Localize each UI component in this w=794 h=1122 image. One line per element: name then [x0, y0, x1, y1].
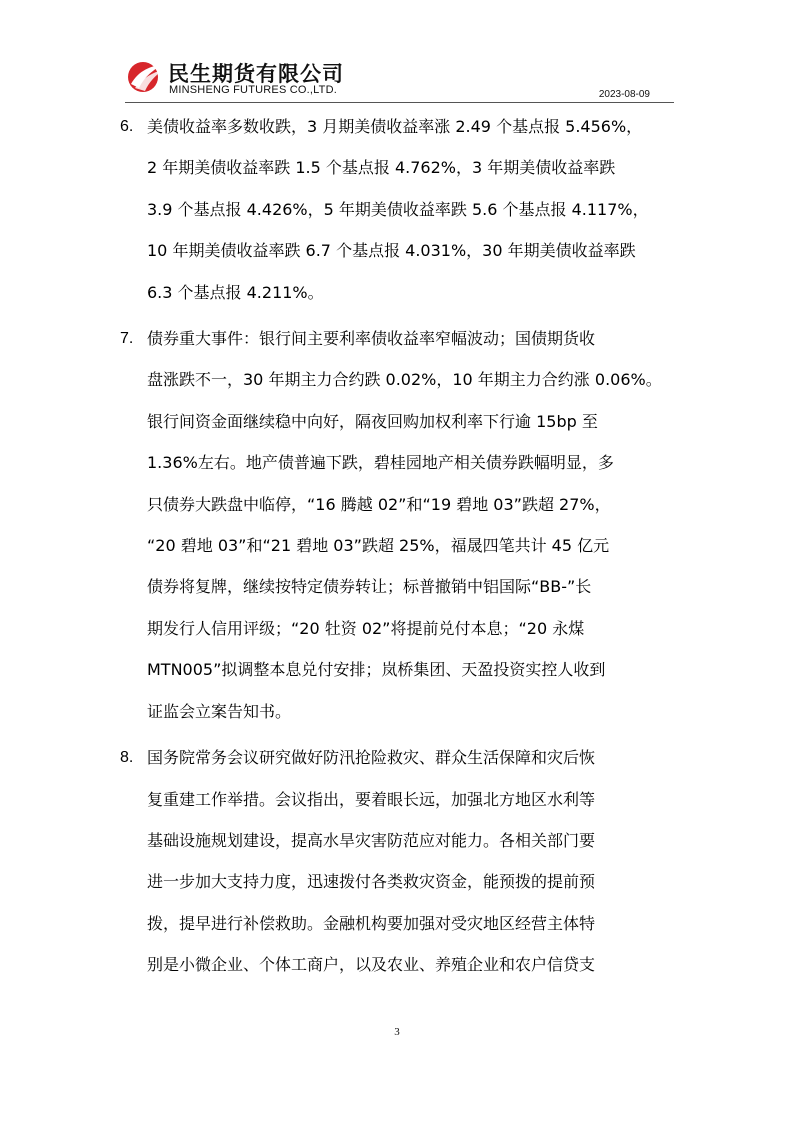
list-item [120, 106, 680, 313]
text-line: 美债收益率多数收跌，3 月期美债收益率涨 2.49 个基点报 5.456%， [147, 117, 643, 136]
text-line: 盘涨跌不一，30 年期主力合约跌 0.02%，10 年期主力合约涨 0.06%。 [147, 370, 662, 390]
company-name-en: MINSHENG FUTURES CO.,LTD. [169, 84, 337, 96]
list-item [120, 737, 680, 985]
item-number: 7. [120, 330, 134, 348]
list-item [120, 318, 680, 732]
text-line: 别是小微企业、个体工商户，以及农业、养殖企业和农户信贷支 [147, 955, 596, 975]
page-header [125, 56, 674, 103]
item-text [147, 318, 680, 732]
text-line: 2 年期美债收益率跌 1.5 个基点报 4.762%，3 年期美债收益率跌 [147, 158, 616, 178]
item-number: 8. [120, 749, 134, 767]
text-line: 只债券大跌盘中临停，“16 腾越 02”和“19 碧地 03”跌超 27%， [147, 494, 611, 514]
text-line: 期发行人信用评级；“20 牡资 02”将提前兑付本息；“20 永煤 [147, 618, 585, 638]
item-number: 6. [120, 118, 134, 135]
text-line: 10 年期美债收益率跌 6.7 个基点报 4.031%，30 年期美债收益率跌 [147, 241, 636, 261]
text-line: 6.3 个基点报 4.211%。 [147, 282, 324, 302]
page-number: 3 [394, 1026, 400, 1038]
text-line: 拨，提早进行补偿救助。金融机构要加强对受灾地区经营主体特 [147, 913, 596, 933]
text-line: 进一步加大支持力度，迅速拨付各类救灾资金，能预拨的提前预 [147, 872, 596, 892]
text-line: MTN005”拟调整本息兑付安排；岚桥集团、天盈投资实控人收到 [147, 660, 606, 680]
item-text [147, 737, 680, 985]
text-line: 国务院常务会议研究做好防汛抢险救灾、群众生活保障和灾后恢 [147, 748, 596, 768]
company-logo-icon [125, 58, 165, 94]
text-line: 3.9 个基点报 4.426%，5 年期美债收益率跌 5.6 个基点报 4.117%， [147, 199, 649, 219]
text-line: 基础设施规划建设，提高水旱灾害防范应对能力。各相关部门要 [147, 830, 596, 850]
text-line: 银行间资金面继续稳中向好，隔夜回购加权利率下行逾 15bp 至 [147, 411, 598, 431]
document-body [120, 106, 680, 991]
report-date: 2023-08-09 [598, 89, 650, 100]
item-text [147, 106, 680, 313]
company-name-cn: 民生期货有限公司 [168, 62, 344, 86]
text-line: 债券重大事件：银行间主要利率债收益率窄幅波动；国债期货收 [147, 329, 596, 349]
text-line: 1.36%左右。地产债普遍下跌，碧桂园地产相关债券跌幅明显，多 [147, 453, 614, 473]
text-line: “20 碧地 03”和“21 碧地 03”跌超 25%，福晟四笔共计 45 亿元 [147, 536, 610, 556]
text-line: 债券将复牌，继续按特定债券转让；标普撤销中铝国际“BB-”长 [147, 577, 592, 597]
text-line: 复重建工作举措。会议指出，要着眼长远，加强北方地区水利等 [147, 789, 596, 809]
text-line: 证监会立案告知书。 [147, 701, 292, 721]
